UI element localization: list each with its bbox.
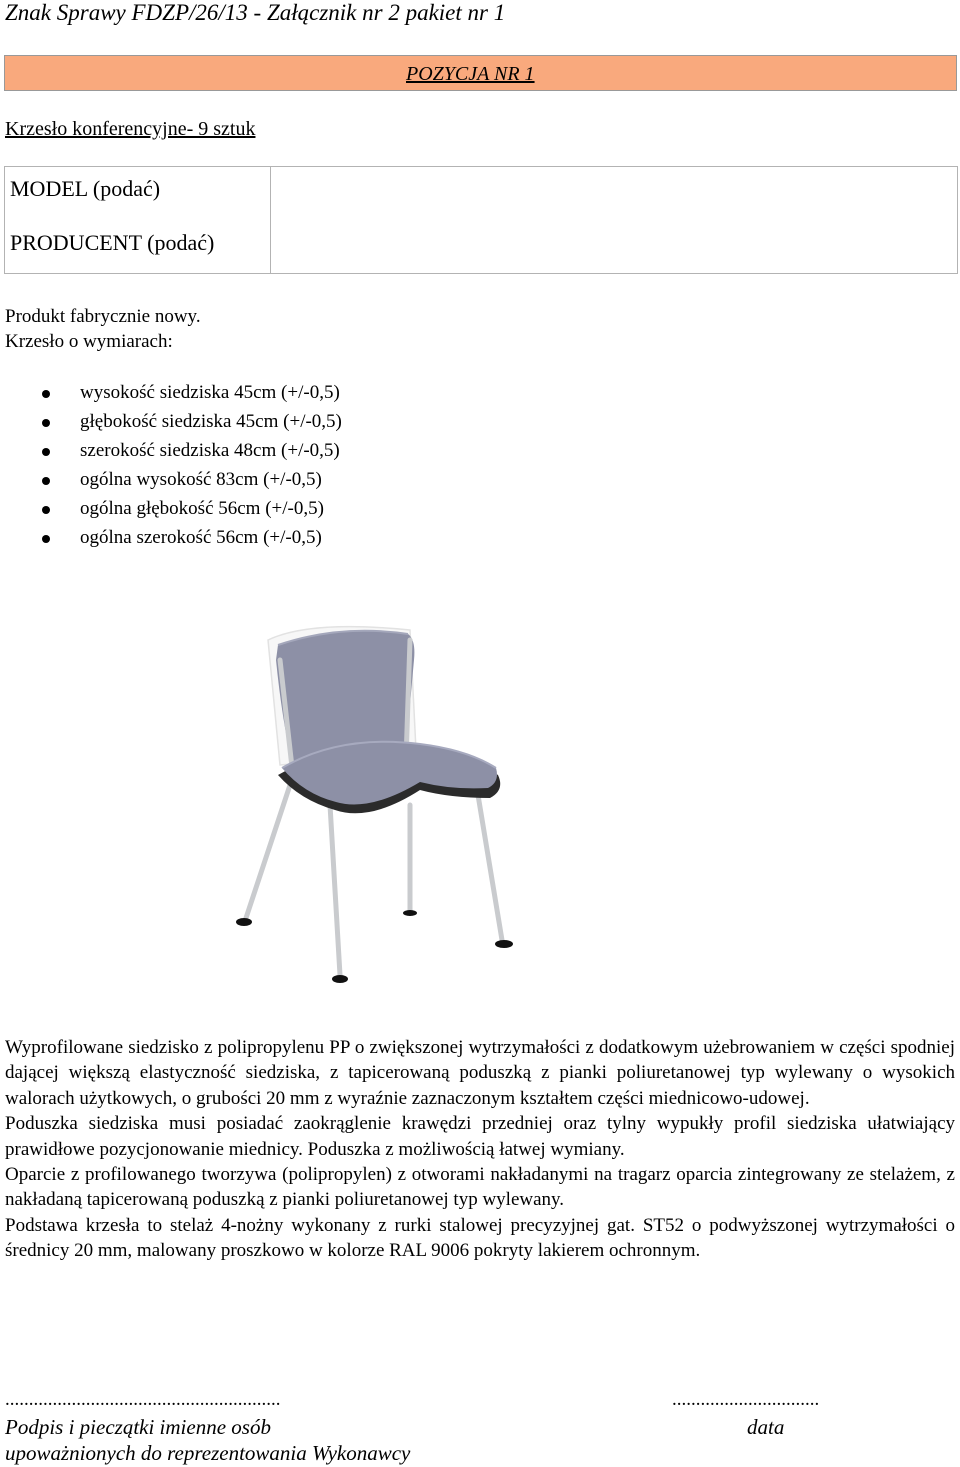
date-caption: data — [747, 1415, 785, 1439]
bullet-icon — [42, 535, 50, 543]
list-item — [0, 526, 600, 555]
chair-image — [220, 600, 540, 1000]
chair-illustration — [220, 600, 540, 1000]
description-paragraph: Poduszka siedziska musi posiadać zaokrąglenie krawędzi przedniej oraz tylny wypukły profil siedziska ułatwiający prawidłowe pozycjonowanie miednicy. Poduszka z możliwością łatwej wymiany. — [5, 1113, 955, 1160]
bullet-icon — [42, 477, 50, 485]
dimension-text: ogólna wysokość 83cm (+/-0,5) — [80, 469, 322, 490]
intro-line-dimensions: Krzesło o wymiarach: — [5, 331, 173, 352]
dimension-text: wysokość siedziska 45cm (+/-0,5) — [80, 382, 340, 403]
product-description — [5, 1035, 955, 1264]
description-paragraph: Podstawa krzesła to stelaż 4-nożny wykonany z rurki stalowej precyzyjnej gat. ST52 o podwyższonej wytrzymałości o średnicy 20 mm, malowany proszkowo w kolorze RAL 9006 pokryty lakierem ochronnym. — [5, 1214, 955, 1262]
intro-line-new-product: Produkt fabrycznie nowy. — [5, 306, 201, 327]
description-paragraph: Oparcie z profilowanego tworzywa (polipropylen) z otworami nakładanymi na tragarz oparcia zintegrowany ze stelażem, z nakładaną tapicerowaną poduszką z pianki poliuretanowej typ wylewany. — [5, 1164, 955, 1211]
producer-label: PRODUCENT (podać) — [10, 230, 215, 255]
signature-caption-line1: Podpis i pieczątki imienne osób — [5, 1415, 271, 1439]
dimensions-list — [0, 381, 600, 555]
list-item — [0, 468, 600, 497]
description-paragraph: Wyprofilowane siedzisko z polipropylenu PP o zwiększonej wytrzymałości z dodatkowym użebrowaniem w części spodniej dającej większą elastyczność siedziska, z tapicerowaną poduszką z pianki poliuretanowej typ wylewany o wysokich walorach użytkowych, o grubości 20 mm z wyraźnie zaznaczonym kształtem części miednicowo-udowej. — [5, 1037, 955, 1109]
dimension-text: ogólna głębokość 56cm (+/-0,5) — [80, 498, 324, 519]
position-header-bar — [4, 55, 957, 91]
model-producer-table — [4, 166, 958, 274]
list-item — [0, 497, 600, 526]
document-reference: Znak Sprawy FDZP/26/13 - Załącznik nr 2 pakiet nr 1 — [5, 0, 506, 25]
signature-dots-left: .......................................................... — [5, 1389, 281, 1410]
bullet-icon — [42, 506, 50, 514]
dimension-text: ogólna szerokość 56cm (+/-0,5) — [80, 527, 322, 548]
list-item — [0, 410, 600, 439]
model-label: MODEL (podać) — [10, 176, 161, 201]
position-title: POZYCJA NR 1 — [406, 63, 535, 85]
bullet-icon — [42, 419, 50, 427]
signature-caption-line2: upoważnionych do reprezentowania Wykonawcy — [5, 1441, 411, 1465]
table-column-divider — [270, 167, 271, 273]
dimension-text: głębokość siedziska 45cm (+/-0,5) — [80, 411, 342, 432]
list-item — [0, 439, 600, 468]
intro-text — [5, 304, 201, 354]
signature-dots-right: ............................... — [672, 1389, 820, 1410]
list-item — [0, 381, 600, 410]
bullet-icon — [42, 390, 50, 398]
dimension-text: szerokość siedziska 48cm (+/-0,5) — [80, 440, 340, 461]
bullet-icon — [42, 448, 50, 456]
item-title: Krzesło konferencyjne- 9 sztuk — [5, 118, 256, 140]
